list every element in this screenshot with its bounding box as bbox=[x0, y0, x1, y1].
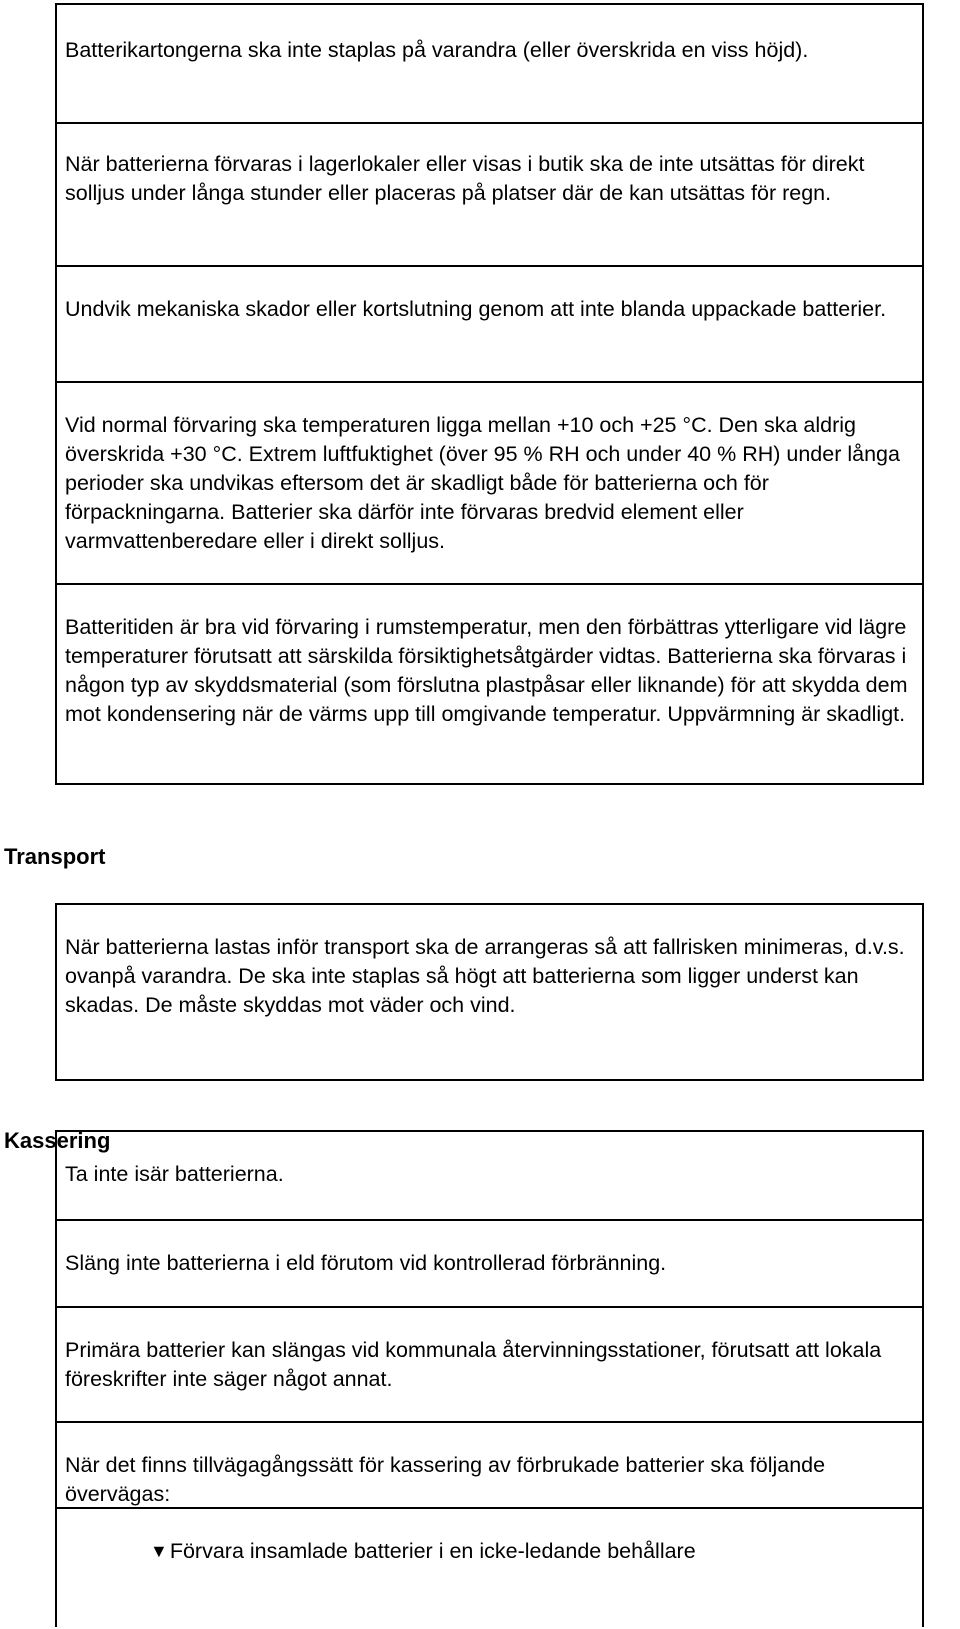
transport-paragraph: När batterierna lastas inför transport ska de arrangeras så att fallrisken minimeras, d.v.s. ovanpå varandra. De ska inte staplas så högt att batterierna som ligger underst kan skadas. De måste skyddas mot väder och vind. bbox=[65, 935, 905, 1017]
bullet-item bbox=[65, 1529, 914, 1566]
disposal-paragraph: Ta inte isär batterierna. bbox=[65, 1162, 284, 1186]
storage-cell bbox=[57, 583, 922, 783]
storage-paragraph: Vid normal förvaring ska temperaturen ligga mellan +10 och +25 °C. Den ska aldrig överskrida +30 °C. Extrem luftfuktighet (över 95 % RH och under 40 % RH) under långa perioder ska undvikas eftersom det är skadligt både för batterierna och för förpackningarna. Batterier ska därför inte förvaras bredvid element eller varmvattenberedare eller i direkt solljus. bbox=[65, 413, 900, 553]
storage-paragraph: Batteritiden är bra vid förvaring i rumstemperatur, men den förbättras ytterligare vid lägre temperaturer förutsatt att särskilda försiktighetsåtgärder vidtas. Batterierna ska förvaras i någon typ av skyddsmaterial (som förslutna plastpåsar eller liknande) för att skydda dem mot kondensering när de värms upp till omgivande temperatur. Uppvärmning är skadligt. bbox=[65, 615, 908, 726]
disposal-cell bbox=[57, 1421, 922, 1507]
disposal-paragraph: Släng inte batterierna i eld förutom vid kontrollerad förbränning. bbox=[65, 1251, 667, 1275]
disposal-paragraph: Primära batterier kan slängas vid kommunala återvinningsstationer, förutsatt att lokala föreskrifter inte säger något annat. bbox=[65, 1338, 882, 1391]
disposal-cell bbox=[57, 1306, 922, 1421]
storage-cell bbox=[57, 381, 922, 583]
disposal-table bbox=[55, 1130, 924, 1627]
disposal-cell bbox=[57, 1132, 922, 1219]
storage-paragraph: Batterikartongerna ska inte staplas på varandra (eller överskrida en viss höjd). bbox=[65, 38, 809, 62]
storage-paragraph: När batterierna förvaras i lagerlokaler eller visas i butik ska de inte utsättas för direkt solljus under långa stunder eller placeras på platser där de kan utsättas för regn. bbox=[65, 152, 865, 205]
storage-cell bbox=[57, 122, 922, 265]
storage-cell bbox=[57, 5, 922, 122]
section-heading-disposal: Kassering bbox=[4, 1128, 111, 1153]
disposal-cell bbox=[57, 1219, 922, 1306]
disposal-paragraph: När det finns tillvägagångssätt för kassering av förbrukade batterier ska följande övervägas: bbox=[65, 1453, 826, 1506]
bullet-text: Förvara insamlade batterier i en icke-ledande behållare bbox=[169, 1539, 696, 1563]
disposal-cell bbox=[57, 1507, 922, 1629]
storage-paragraph: Undvik mekaniska skador eller kortslutning genom att inte blanda uppackade batterier. bbox=[65, 297, 887, 321]
transport-cell bbox=[57, 905, 922, 1079]
triangle-bullet-icon: ▼ bbox=[150, 1541, 168, 1561]
storage-cell bbox=[57, 265, 922, 381]
storage-table bbox=[55, 3, 924, 785]
transport-table bbox=[55, 903, 924, 1081]
section-heading-transport: Transport bbox=[4, 844, 106, 869]
